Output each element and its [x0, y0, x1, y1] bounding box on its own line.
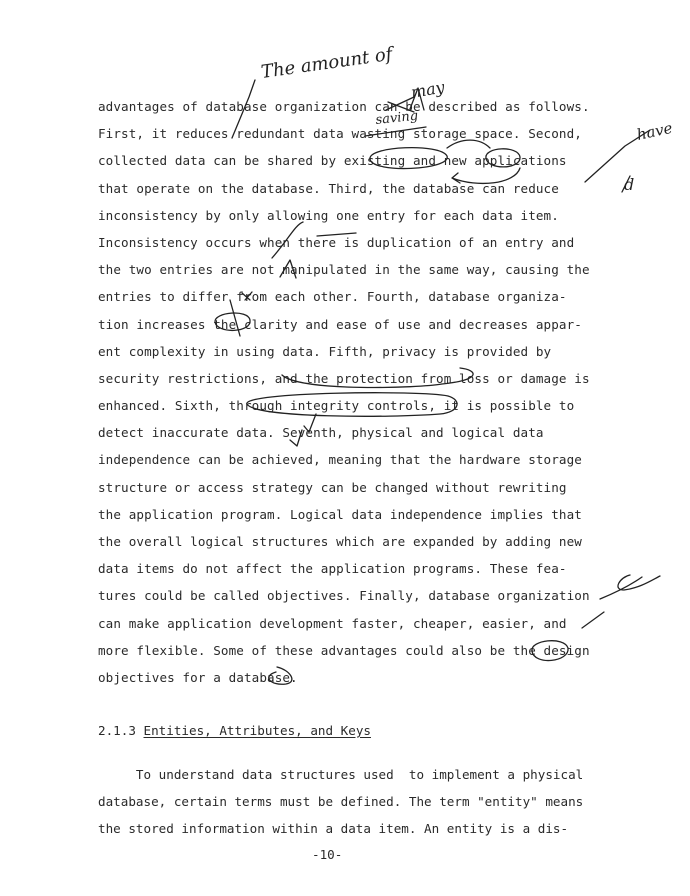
text-line: the two entries are not manipulated in the same way, causing the — [98, 262, 590, 278]
note-saving: saving — [374, 108, 419, 128]
text-line: the stored information within a data item. An entity is a dis- — [98, 821, 569, 837]
note-may: may — [409, 77, 446, 102]
section-number: 2.1.3 — [98, 723, 136, 738]
text-line: can make application development faster, cheaper, easier, and — [98, 615, 567, 631]
section-heading — [98, 720, 371, 742]
text-line: entries to differ from each other. Fourth, database organiza- — [98, 289, 567, 305]
text-line: ent complexity in using data. Fifth, privacy is provided by — [98, 343, 552, 359]
note-d: d — [624, 175, 635, 194]
body-paragraph-1 — [98, 93, 623, 691]
text-line: more flexible. Some of these advantages could also be the design — [98, 642, 590, 658]
text-line: collected data can be shared by existing and new applications — [98, 153, 567, 169]
text-line: objectives for a database. — [98, 669, 298, 685]
text-line: database, certain terms must be defined. The term "entity" means — [98, 794, 584, 810]
text-line: tures could be called objectives. Finally, database organization — [98, 588, 590, 604]
text-line: To understand data structures used to implement a physical — [98, 767, 584, 782]
text-line: advantages of database organization can be described as follows. — [98, 99, 590, 114]
text-line: the overall logical structures which are expanded by adding new — [98, 534, 582, 549]
body-paragraph-2 — [98, 761, 623, 843]
d-caret — [622, 176, 630, 192]
text-line: data items do not affect the application programs. These fea- — [98, 561, 567, 577]
text-line: the application program. Logical data independence implies that — [98, 506, 582, 522]
text-line: tion increases the clarity and ease of use and decreases appar- — [98, 316, 582, 332]
text-line: First, it reduces redundant data wasting storage space. Second, — [98, 126, 582, 142]
page-number: -10- — [312, 847, 343, 862]
e-loop — [618, 575, 660, 590]
text-line: detect inaccurate data. Seventh, physical and logical data — [98, 425, 544, 441]
text-line: inconsistency by only allowing one entry for each data item. — [98, 207, 559, 223]
note-have: have — [635, 118, 675, 144]
note-the-amount-of: The amount of — [259, 43, 394, 83]
text-line: that operate on the database. Third, the database can reduce — [98, 180, 559, 196]
text-line: independence can be achieved, meaning that the hardware storage — [98, 452, 582, 468]
text-line: structure or access strategy can be changed without rewriting — [98, 479, 567, 495]
text-line: enhanced. Sixth, through integrity controls, it is possible to — [98, 398, 575, 414]
text-line: Inconsistency occurs when there is duplication of an entry and — [98, 234, 575, 250]
text-line: security restrictions, and the protection from loss or damage is — [98, 370, 590, 386]
section-title: Entities, Attributes, and Keys — [143, 723, 371, 738]
